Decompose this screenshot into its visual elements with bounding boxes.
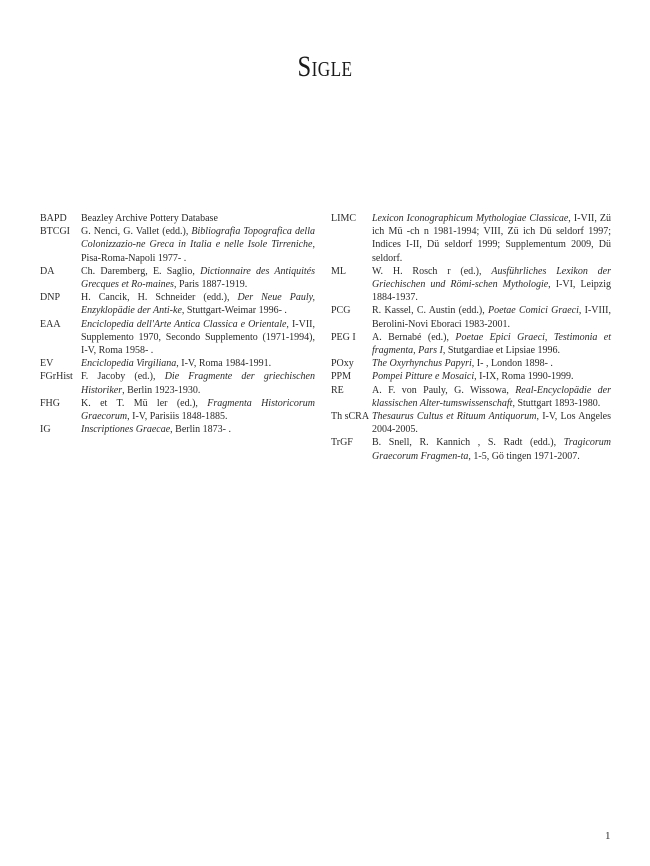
abbreviation-term: PEG I	[331, 331, 356, 343]
work-title: Inscriptiones Graecae	[81, 424, 171, 436]
abbreviation-entry	[331, 304, 611, 330]
abbreviation-description	[372, 304, 611, 330]
work-title: Der Neue Pauly, Enzyklopädie der Anti-ke	[81, 292, 315, 317]
citation-text: , 1-5, Gö tingen 1971-2007.	[468, 450, 580, 462]
abbreviation-term: BAPD	[40, 213, 67, 224]
work-title: Lexicon Iconographicum Mythologiae Classicae	[372, 213, 569, 224]
citation-text: K. et T. Mü ler (ed.),	[81, 397, 208, 409]
abbreviation-entry	[40, 225, 315, 265]
abbreviation-description	[372, 370, 611, 383]
work-title: Tragicorum Graecorum Fragmen-ta	[372, 437, 611, 462]
abbreviation-term: DNP	[40, 292, 61, 304]
abbreviation-term: EAA	[40, 318, 61, 330]
abbreviation-description	[81, 212, 315, 225]
abbreviation-entry	[40, 291, 315, 317]
citation-text: , I-VI, Leipzig 1884-1937.	[372, 279, 611, 304]
abbreviation-entry	[40, 265, 315, 291]
abbreviations-column-right	[331, 212, 611, 463]
abbreviation-term: FGrHist	[40, 371, 73, 383]
abbreviation-description	[81, 291, 315, 317]
work-title: Real-Encyclopädie der klassischen Alter-tumswissenschaft	[372, 384, 611, 409]
abbreviation-description	[81, 225, 315, 265]
citation-text: , Stutgardiae et Lipsiae 1996.	[442, 345, 561, 357]
abbreviation-entry	[331, 265, 611, 305]
abbreviations-column-left	[40, 212, 315, 436]
abbreviation-term: EV	[40, 358, 54, 370]
citation-text: , I-VII, Supplemento 1970, Secondo Supplemento (1971-1994), I-V, Roma 1958- .	[81, 318, 315, 357]
abbreviation-description	[372, 331, 611, 357]
abbreviation-description	[81, 423, 315, 436]
work-title: Enciclopedia dell'Arte Antica Classica e Orientale	[81, 318, 287, 330]
abbreviation-entry	[331, 410, 611, 436]
work-title: Pompei Pitture e Mosaici	[372, 371, 475, 383]
work-title: Bibliografia Topografica della Colonizzazio-ne Greca in Italia e nelle Isole Tirreniche	[81, 226, 315, 251]
abbreviation-term: IG	[40, 424, 51, 436]
abbreviation-entry	[331, 436, 611, 462]
citation-text: F. Jacoby (ed.),	[81, 371, 165, 383]
abbreviation-term: RE	[331, 384, 344, 396]
abbreviation-entry	[331, 370, 611, 383]
work-title: The Oxyrhynchus Papyri	[372, 358, 472, 370]
abbreviation-term: BTCGI	[40, 226, 70, 238]
abbreviation-description	[372, 384, 611, 410]
citation-text: , Stuttgart 1893-1980.	[512, 397, 601, 409]
abbreviation-entry	[331, 331, 611, 357]
citation-text: , I-V, Los Angeles 2004-2005.	[372, 411, 612, 436]
abbreviation-term: LIMC	[331, 213, 356, 224]
citation-text: , I-V, Roma 1984-1991.	[176, 358, 272, 370]
citation-text: , Pisa-Roma-Napoli 1977- .	[81, 239, 315, 264]
abbreviation-description	[81, 357, 315, 370]
abbreviation-term: DA	[40, 265, 55, 277]
work-title: Thesaurus Cultus et Rituum Antiquorum	[372, 411, 537, 423]
abbreviation-entry	[40, 357, 315, 370]
page-title: Sigle	[297, 50, 353, 83]
citation-text: W. H. Rosch r (ed.),	[372, 265, 492, 277]
abbreviation-entry	[40, 370, 315, 396]
abbreviation-entry	[331, 384, 611, 410]
citation-text: G. Nenci, G. Vallet (edd.),	[81, 226, 192, 238]
citation-text: R. Kassel, C. Austin (edd.),	[372, 305, 488, 317]
abbreviation-description	[372, 357, 611, 370]
citation-text: B. Snell, R. Kannich , S. Radt (edd.),	[372, 437, 564, 449]
abbreviation-term: PCG	[331, 305, 351, 317]
abbreviation-description	[81, 397, 315, 423]
abbreviation-entry	[40, 397, 315, 423]
abbreviation-term: PPM	[331, 371, 352, 383]
citation-text: , Paris 1887-1919.	[173, 279, 248, 291]
citation-text: A. Bernabé (ed.),	[372, 331, 456, 343]
citation-text: , I- , London 1898- .	[471, 358, 553, 370]
work-title: Die Fragmente der griechischen Historiker	[81, 371, 315, 396]
abbreviation-description	[372, 436, 611, 462]
abbreviation-term: FHG	[40, 397, 61, 409]
page-number: 1	[605, 830, 611, 842]
citation-text: , I-VIII, Berolini-Novi Eboraci 1983-2001.	[372, 305, 612, 330]
abbreviation-entry	[40, 212, 315, 225]
abbreviation-term: POxy	[331, 358, 354, 370]
work-title: Ausführliches Lexikon der Griechischen und Römi-schen Mythologie	[372, 265, 612, 291]
abbreviation-description	[372, 410, 611, 436]
abbreviation-description	[81, 318, 315, 358]
work-title: Dictionnaire des Antiquités Grecques et Ro-maines	[81, 265, 315, 291]
citation-text: Beazley Archive Pottery Database	[81, 213, 218, 224]
abbreviation-entry	[331, 212, 611, 265]
abbreviation-term: TrGF	[331, 437, 353, 449]
citation-text: , I-VII, Zü ich Mü -ch n 1981-1994; VIII, Zü ich Dü seldorf 1997; Indices I-II, Dü seldorf 1999; Supplementum 2009, Dü seldorf.	[372, 213, 611, 264]
abbreviation-description	[372, 212, 611, 265]
citation-text: , Berlin 1923-1930.	[122, 384, 201, 396]
abbreviation-term: ML	[331, 265, 346, 277]
citation-text: , I-IX, Roma 1990-1999.	[474, 371, 574, 383]
abbreviation-entry	[40, 318, 315, 358]
citation-text: , I-V, Parisiis 1848-1885.	[127, 411, 228, 423]
abbreviation-description	[81, 265, 315, 291]
work-title: Fragmenta Historicorum Graecorum	[81, 397, 315, 423]
abbreviation-entry	[331, 357, 611, 370]
work-title: Poetae Comici Graeci	[487, 305, 579, 317]
abbreviation-description	[81, 370, 315, 396]
work-title: Enciclopedia Virgiliana	[81, 358, 177, 370]
abbreviation-entry	[40, 423, 315, 436]
abbreviation-description	[372, 265, 611, 305]
abbreviation-term: Th sCRA	[331, 411, 370, 423]
citation-text: , Berlin 1873- .	[170, 424, 231, 436]
citation-text: , Stuttgart-Weimar 1996- .	[181, 305, 287, 317]
citation-text: A. F. von Pauly, G. Wissowa,	[372, 384, 516, 396]
citation-text: H. Cancik, H. Schneider (edd.),	[81, 292, 238, 304]
work-title: Poetae Epici Graeci, Testimonia et fragmenta, Pars I	[372, 331, 612, 357]
citation-text: Ch. Daremberg, E. Saglio,	[81, 265, 201, 277]
